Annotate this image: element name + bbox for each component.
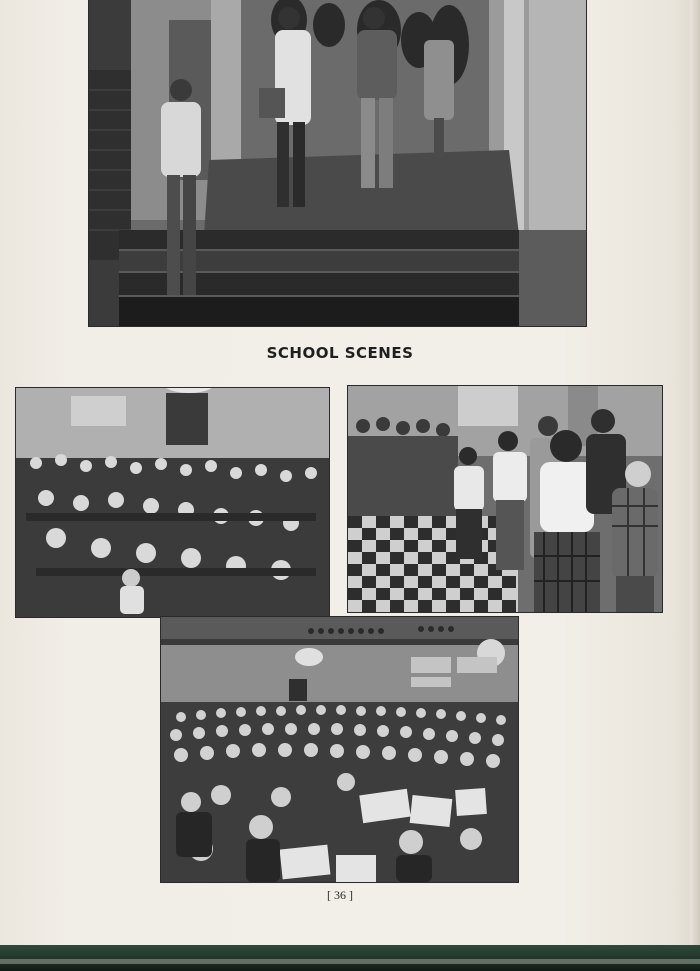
cafeteria-photo [16,388,329,617]
binding-strip [0,959,700,964]
gymnasium-assembly-photo [161,617,518,882]
page-number: [ 36 ] [327,888,353,902]
page-edge [690,0,700,945]
book-binding-band [0,945,700,971]
page-title: SCHOOL SCENES [266,344,414,362]
hallway-stairs-photo [89,0,586,326]
hallway-students-photo [348,386,662,612]
